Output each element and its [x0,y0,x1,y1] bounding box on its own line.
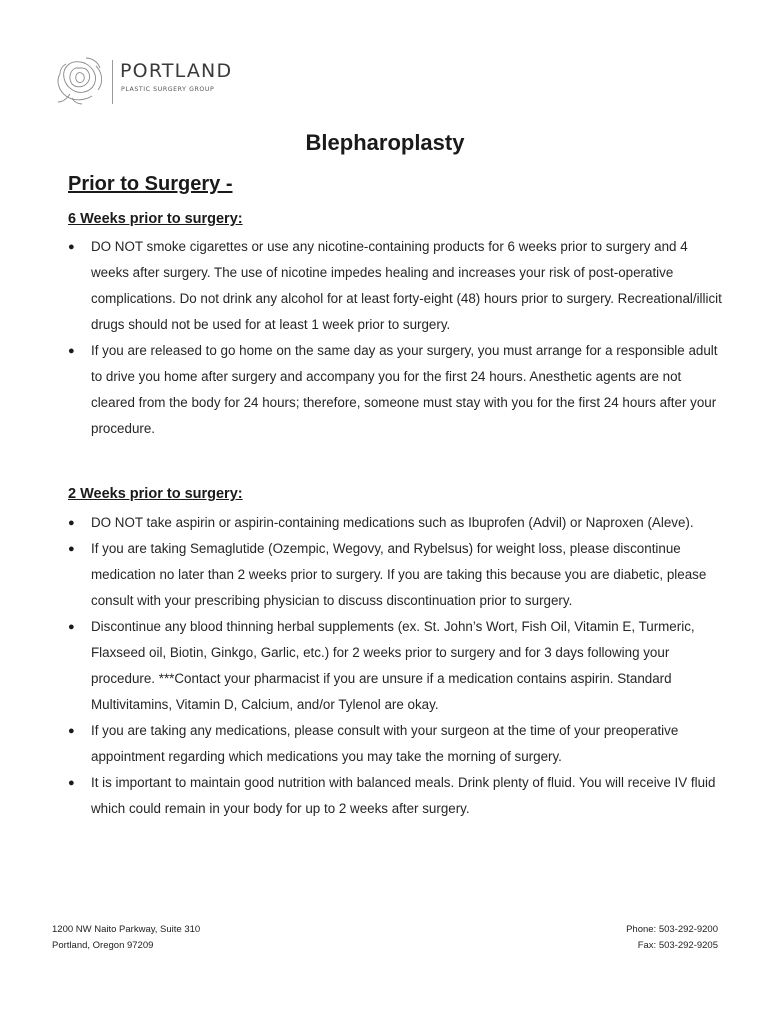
footer-address [52,922,200,954]
list-item [68,234,728,338]
list-item [68,614,728,718]
section-heading: Prior to Surgery - [68,173,233,195]
bullet-icon: ● [68,725,75,737]
list-item-text: If you are released to go home on the same day as your surgery, you must arrange for a responsible adult to drive you home after surgery and accompany you for the first 24 hours. Anesthetic agents are not cleared from the body for 24 hours; therefore, someone must stay with you for the first 24 hours after your procedure. [91,343,718,436]
logo-subtitle: PLASTIC SURGERY GROUP [121,86,215,93]
two-weeks-heading: 2 Weeks prior to surgery: [68,486,243,502]
phone-number: Phone: 503-292-9200 [626,924,718,935]
list-item-text: If you are taking any medications, please consult with your surgeon at the time of your preoperative appointment regarding which medications you may take the morning of surgery. [91,723,679,764]
bullet-icon: ● [68,777,75,789]
list-item [68,338,728,442]
list-item-text: If you are taking Semaglutide (Ozempic, Wegovy, and Rybelsus) for weight loss, please discontinue medication no later than 2 weeks prior to surgery. If you are taking this because you are diabetic, please consult with your prescribing physician to discuss discontinuation prior to surgery. [91,541,707,608]
footer-contact [626,922,718,954]
logo-name: PORTLAND [120,60,233,82]
six-weeks-list [68,234,728,442]
rose-icon [52,54,108,106]
list-item [68,770,728,822]
list-item [68,536,728,614]
list-item-text: It is important to maintain good nutrition with balanced meals. Drink plenty of fluid. You will receive IV fluid which could remain in your body for up to 2 weeks after surgery. [91,775,716,816]
list-item [68,718,728,770]
logo-divider [112,60,113,104]
bullet-icon: ● [68,543,75,555]
address-line-1: 1200 NW Naito Parkway, Suite 310 [52,924,201,935]
list-item-text: DO NOT smoke cigarettes or use any nicotine-containing products for 6 weeks prior to surgery and 4 weeks after surgery. The use of nicotine impedes healing and increases your risk of post-operative complications. Do not drink any alcohol for at least forty-eight (48) hours prior to surgery. Recreational/illicit drugs should not be used for at least 1 week prior to surgery. [91,239,722,332]
bullet-icon: ● [68,517,75,529]
bullet-icon: ● [68,345,75,357]
six-weeks-heading: 6 Weeks prior to surgery: [68,211,243,227]
fax-number: Fax: 503-292-9205 [637,940,718,951]
bullet-icon: ● [68,621,75,633]
page-title: Blepharoplasty [305,130,465,155]
bullet-icon: ● [68,241,75,253]
two-weeks-list [68,510,728,822]
address-line-2: Portland, Oregon 97209 [52,940,154,951]
list-item-text: Discontinue any blood thinning herbal supplements (ex. St. John’s Wort, Fish Oil, Vitamin E, Turmeric, Flaxseed oil, Biotin, Ginkgo, Garlic, etc.) for 2 weeks prior to surgery and for 3 days following your procedure. ***Contact your pharmacist if you are unsure if a medication contains aspirin. Standard Multivitamins, Vitamin D, Calcium, and/or Tylenol are okay. [91,619,695,712]
list-item [68,510,728,536]
list-item-text: DO NOT take aspirin or aspirin-containing medications such as Ibuprofen (Advil) or Naproxen (Aleve). [91,515,694,530]
